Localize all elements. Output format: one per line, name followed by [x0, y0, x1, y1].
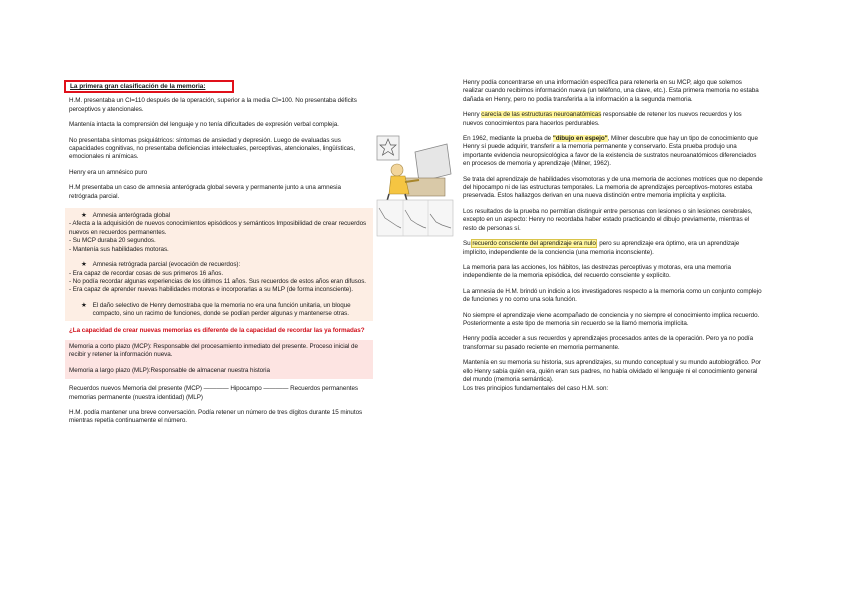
bullet-star-icon: ★ [81, 261, 87, 269]
paragraph [463, 111, 763, 128]
list-item: - Era capaz de aprender nuevas habilidades motoras e incorporarlas a su MLP (de forma inconsciente). [69, 286, 353, 294]
highlighted-text: "dibujo en espejo" [552, 135, 608, 143]
list-item: - Mantenía sus habilidades motoras. [69, 245, 169, 253]
list-item: - Era capaz de recordar cosas de sus primeros 16 años. [69, 269, 224, 277]
right-column [463, 79, 763, 401]
section-title: La primera gran clasificación de la memoria: [70, 83, 206, 90]
mirror-drawing-illustration [375, 130, 455, 240]
selective-damage-note [69, 302, 369, 319]
paragraph: Mantenía en su memoria su historia, sus aprendizajes, su mundo conceptual y su mundo autobiográfico. Por ello Henry sabía quién era, quién eran sus padres, no había olvidado el lenguaje ni el conocimiento general del mundo (memoria semántica). [463, 359, 761, 383]
text-run: , pero su aprendizaje era óptimo, era un aprendizaje implícito, independiente de la conciencia (una memoria inconsciente). [463, 240, 740, 256]
text-run: Su [463, 240, 473, 248]
amnesia-block [65, 208, 373, 320]
bullet-star-icon: ★ [81, 301, 87, 309]
bullet-star-icon: ★ [81, 212, 87, 220]
paragraph: Los resultados de la prueba no permitían distinguir entre personas con lesiones o sin lesiones cerebrales, excepto en un aspecto: Henry no recordaba haber estado practicando el dibujo previamente, mientras el resto de personas sí. [463, 207, 753, 232]
paragraph: No siempre el aprendizaje viene acompañado de conciencia y no siempre el conocimiento implica recuerdo. Posteriormente a este tipo de memoria sin recuerdo se la llamó memoria implícita. [463, 311, 760, 327]
selective-damage-text: El daño selectivo de Henry demostraba que la memoria no era una función unitaria, un bloque compacto, sino un racimo de funciones, donde se podían perder algunas y mantenerse otras. [92, 301, 351, 318]
left-column [69, 80, 369, 433]
retrograde-heading [69, 261, 369, 269]
paragraph [463, 240, 763, 257]
text-run: Henry [463, 111, 482, 119]
paragraph: Henry podía acceder a sus recuerdos y aprendizajes procesados antes de la operación. Pero ya no podía transformar su pasado reciente en memoria permanente. [463, 335, 754, 351]
anterograde-heading-text: Amnesia anterógrada global [92, 212, 171, 220]
paragraph: Los tres principios fundamentales del caso H.M. son: [463, 385, 609, 393]
paragraph: H.M presentaba un caso de amnesia anterógrada global severa y permanente junto a una amnesia retrógrada parcial. [69, 184, 341, 200]
list-item: - No podía recordar algunas experiencias de los últimos 11 años. Sus recuerdos de estos años eran difusos. [69, 277, 367, 285]
paragraph: Henry era un amnésico puro [69, 168, 148, 176]
list-item: - Su MCP duraba 20 segundos. [69, 237, 156, 245]
highlighted-text: recuerdo consciente del aprendizaje era nulo [472, 240, 596, 248]
memory-flow: Recuerdos nuevos Memoria del presente (MCP) ———— Hipocampo ———— Recuerdos permanentes memorias permanente (nuestra identidad) (MLP) [69, 385, 359, 401]
memory-definitions-block [65, 340, 373, 379]
paragraph: Mantenía intacta la comprensión del lenguaje y no tenía dificultades de expresión verbal compleja. [69, 121, 339, 129]
text-run: responsable de retener los nuevos recuerdos y los nuevos conocimientos para hacerlos perdurables. [463, 111, 742, 127]
anterograde-heading [69, 212, 369, 220]
retrograde-heading-text: Amnesia retrógrada parcial (evocación de recuerdos): [92, 261, 241, 269]
paragraph: H.M. podía mantener una breve conversación. Podía retener un número de tres dígitos durante 15 minutos mientras repetía continuamente el número. [69, 408, 363, 425]
research-question: ¿La capacidad de crear nuevas memorias es diferente de la capacidad de recordar las ya formadas? [69, 326, 365, 334]
highlighted-text: carecía de las estructuras neuroanatómicas [481, 111, 602, 119]
paragraph: La memoria para las acciones, los hábitos, las destrezas perceptivas y motoras, era una memoria independiente de la memoria episódica, del recuerdo consciente y explícito. [463, 263, 731, 280]
paragraph [463, 135, 763, 169]
paragraph: No presentaba síntomas psiquiátricos: síntomas de ansiedad y depresión. Luego de evaluadas sus capacidades cognitivas, no presentaba deficiencias intelectuales, perceptivas, atencionales, lingüísticas, emocionales ni anímicas. [69, 136, 355, 161]
paragraph: Henry podía concentrarse en una información específica para retenerla en su MCP, algo que solemos realizar cuando recibimos información nueva (un teléfono, una clave, etc.). Esta primera memoria no estaba dañada en Henry, pero no podía transferirla a la información a la segunda memoria. [463, 79, 759, 103]
mcp-definition: Memoria a corto plazo (MCP): Responsable del procesamiento inmediato del presente. Proceso inicial de recibir y retener la información nueva. [69, 342, 358, 359]
mlp-definition: Memoria a largo plazo (MLP):Responsable de almacenar nuestra historia [69, 366, 270, 374]
paragraph: Se trata del aprendizaje de habilidades visomotoras y de una memoria de acciones motrices que no depende del hipocampo ni de las estructuras temporales. La memoria de aprendizajes perceptivos-motores estaba preservada. Estos hallazgos derivan en una nueva distinción entre memoria implícita y explícita. [463, 175, 763, 200]
list-item: - Afecta a la adquisición de nuevos conocimientos episódicos y semánticos Imposibilidad de crear recuerdos nuevos en recuerdos permanentes. [69, 220, 367, 236]
paragraph: H.M. presentaba un CI=110 después de la operación, superior a la media CI=100. No presentaba déficits perceptivos y atencionales. [69, 97, 357, 113]
text-run: , Milner descubre que hay un tipo de conocimiento que Henry sí puede adquirir, transferir a la memoria permanente y conservarlo. Esta prueba produjo una importante evidencia neuropsicológica a favor de la existencia de sustratos neuroanatómicos diferenciados en procesos de memoria y aprendizaje (Milner, 1962). [463, 135, 758, 168]
text-run: En 1962, mediante la prueba de [463, 135, 553, 143]
paragraph: La amnesia de H.M. brindó un indicio a los investigadores respecto a la memoria como un conjunto complejo de funciones y no como una sola función. [463, 287, 762, 304]
title-box [64, 80, 234, 93]
